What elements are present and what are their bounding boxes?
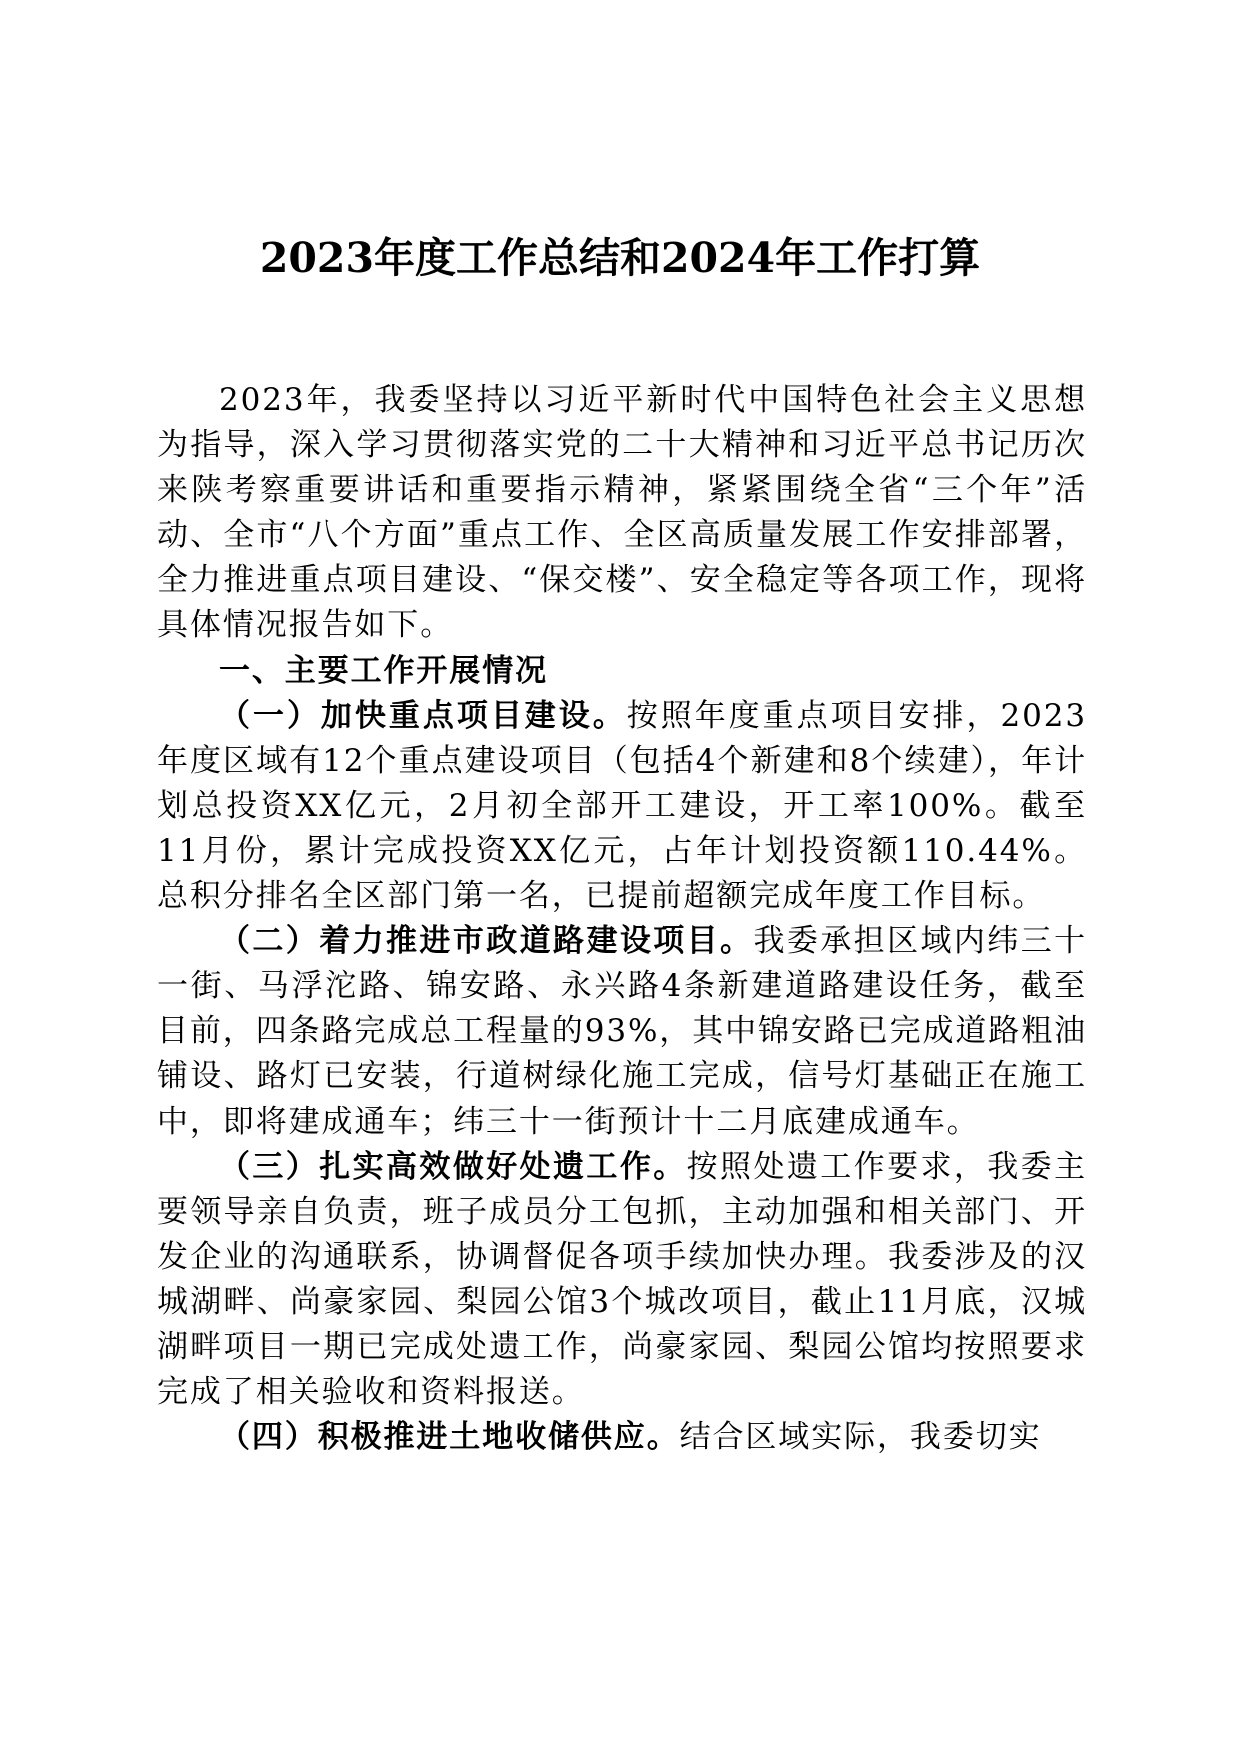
intro-paragraph: 2023年，我委坚持以习近平新时代中国特色社会主义思想为指导，深入学习贯彻落实党的二十大精神和习近平总书记历次来陕考察重要讲话和重要指示精神，紧紧围绕全省“三个年”活动、全市“八个方面”重点工作、全区高质量发展工作安排部署，全力推进重点项目建设、“保交楼”、安全稳定等各项工作，现将具体情况报告如下。 [157,382,1087,644]
item-text: 结合区域实际，我委切实 [679,1419,1042,1456]
item-heading: （一）加快重点项目建设。 [219,697,627,734]
document-body [157,378,1087,1460]
item-heading: （四）积极推进土地收储供应。 [219,1419,680,1456]
item-paragraph-4 [157,1415,1087,1460]
item-heading: （二）着力推进市政道路建设项目。 [219,923,754,960]
document-title: 2023年度工作总结和2024年工作打算 [259,234,981,282]
item-text: 我委承担区域内纬三十一街、马浮沱路、锦安路、永兴路4条新建道路建设任务，截至目前，四条路完成总工程量的93%，其中锦安路已完成道路粗油铺设、路灯已安装，行道树绿化施工完成，信号灯基础正在施工中，即将建成通车；纬三十一街预计十二月底建成通车。 [157,923,1088,1140]
item-paragraph-3 [157,1145,1087,1416]
item-heading: （三）扎实高效做好处遗工作。 [219,1148,687,1185]
section-heading-main-work: 一、主要工作开展情况 [219,652,548,689]
item-text: 按照年度重点项目安排，2023年度区域有12个重点建设项目（包括4个新建和8个续建），年计划总投资XX亿元，2月初全部开工建设，开工率100%。截至11月份，累计完成投资XX亿元，占年计划投资额110.44%。总积分排名全区部门第一名，已提前超额完成年度工作目标。 [157,697,1087,915]
item-paragraph-2 [157,919,1087,1144]
item-paragraph-1 [157,694,1087,919]
item-text: 按照处遗工作要求，我委主要领导亲自负责，班子成员分工包抓，主动加强和相关部门、开发企业的沟通联系，协调督促各项手续加快办理。我委涉及的汉城湖畔、尚豪家园、梨园公馆3个城改项目，截止11月底，汉城湖畔项目一期已完成处遗工作，尚豪家园、梨园公馆均按照要求完成了相关验收和资料报送。 [157,1148,1087,1411]
